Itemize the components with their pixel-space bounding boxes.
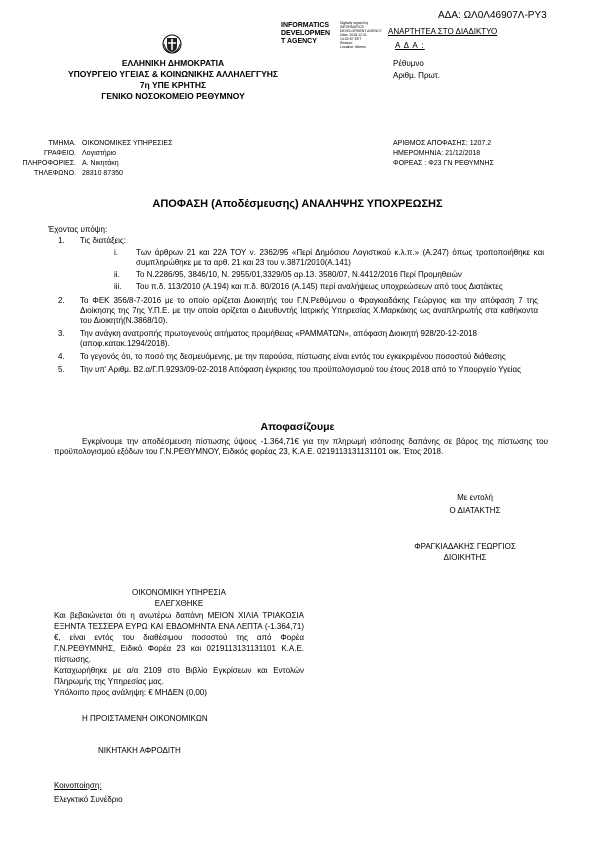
notify-label: Κοινοποίηση: (54, 781, 102, 790)
director-title: ΔΙΟΙΚΗΤΗΣ (443, 553, 487, 562)
signature-org-line: T AGENCY (281, 38, 317, 45)
list-item (58, 329, 538, 349)
signature-org-line: DEVELOPMEN (281, 30, 331, 37)
signature-detail-line: Date: 2018.12.21 (340, 33, 367, 37)
signature-detail-line: INFORMATICS (340, 25, 364, 29)
intro-text: Έχοντας υπόψη: (48, 225, 108, 234)
finance-paragraph: Καταχωρήθηκε με α/α 2109 στο Βιβλίο Εγκρίσεων και Εντολών Πληρωμής της Υπηρεσίας μας. (54, 666, 304, 686)
decision-body: Εγκρίνουμε την αποδέσμευση πίστωσης ύψους -1.364,71€ για την πληρωμή ισόποσης δαπάνης σε βάρος της πίστωσης του προϋπολογισμού εξόδων του Γ.Ν.ΡΕΘΥΜΝΟΥ, Ειδικός φορέας 23, Κ.Α.Ε. 0219113131131101 οικ. Έτος 2018. (54, 437, 548, 456)
sub-list (114, 248, 544, 292)
order-block (420, 491, 530, 517)
finance-balance: Υπόλοιπο προς ανάληψη: € ΜΗΔΕΝ (0,00) (54, 688, 207, 697)
contact-value: Λογιστήριο (82, 150, 117, 157)
hospital-name: ΓΕΝΙΚΟ ΝΟΣΟΚΟΜΕΙΟ ΡΕΘΥΜΝΟΥ (101, 91, 245, 101)
finance-checked: ΕΛΕΓΧΘΗΚΕ (154, 599, 204, 608)
protocol-number: Αριθμ. Πρωτ. (393, 71, 441, 80)
sub-item (114, 270, 544, 280)
item-number: 2. (58, 296, 65, 305)
sub-item-text: Το Ν.2286/95, 3846/10, Ν. 2955/01,3329/05 αρ.13. 3580/07, Ν.4412/2016 Περί Προμηθειών (136, 270, 462, 279)
document-title: ΑΠΟΦΑΣΗ (Αποδέσμευσης) ΑΝΑΛΗΨΗΣ ΥΠΟΧΡΕΩΣΗΣ (152, 198, 443, 210)
city: Ρέθυμνο (393, 59, 424, 68)
contact-info (0, 139, 240, 179)
item-text: Την υπ' Αριθμ. Β2.α/Γ.Π.9293/09-02-2018 Απόφαση έγκρισης του προϋπολογισμού του έτους 2018 από το Υπουργείο Υγείας (80, 365, 521, 374)
contact-key: ΤΜΗΜΑ. (48, 140, 76, 147)
sub-item-text: Του π.δ. 113/2010 (Α.194) και π.δ. 80/2016 (Α.145) περί αναλήψεως υποχρεώσεων από τους Διατάκτες (136, 282, 503, 291)
item-text: Την ανάγκη ανατροπής πρωτογενούς αιτήματος προμήθειας «ΡΑΜΜΑΤΩΝ», απόφαση Διοικητή 928/20-12-2018 (αποφ.κατακ.1294/2018). (80, 329, 477, 348)
sub-item-number: i. (114, 248, 118, 257)
finance-head-name: ΝΙΚΗΤΑΚΗ ΑΦΡΟΔΙΤΗ (98, 746, 181, 755)
ministry-name: ΥΠΟΥΡΓΕΙΟ ΥΓΕΙΑΣ & ΚΟΙΝΩΝΙΚΗΣ ΑΛΛΗΛΕΓΓΥΗΣ (67, 69, 279, 79)
finance-head-title: Η ΠΡΟΙΣΤΑΜΕΝΗ ΟΙΚΟΝΟΜΙΚΩΝ (82, 714, 208, 723)
sub-item (114, 248, 544, 268)
ada-number: ΑΔΑ: ΩΛ0Λ46907Λ-ΡΥ3 (438, 10, 547, 21)
place-protocol (393, 58, 440, 82)
decision-number: ΑΡΙΘΜΟΣ ΑΠΟΦΑΣΗΣ: 1207.2 (393, 140, 492, 147)
considerations (48, 225, 548, 375)
country-name: ΕΛΛΗΝΙΚΗ ΔΗΜΟΚΡΑΤΙΑ (121, 58, 225, 68)
director-name: ΦΡΑΓΚΙΑΔΑΚΗΣ ΓΕΩΡΓΙΟΣ (414, 542, 516, 551)
finance-header (54, 587, 304, 609)
contact-value: Α. Νικητάκη (82, 160, 119, 167)
decision-agency: ΦΟΡΕΑΣ : Φ23 ΓΝ ΡΕΘΥΜΝΗΣ (393, 160, 494, 167)
signature-detail-line: 14:02:57 EET (340, 37, 362, 41)
list-item (58, 352, 538, 362)
signature-detail-line: Digitally signed by (340, 21, 369, 25)
order-line: Με εντολή (457, 493, 493, 502)
list-item (58, 296, 538, 326)
item-text: Τις διατάξεις: (80, 236, 126, 245)
list-item (58, 236, 548, 246)
order-line: Ο ΔΙΑΤΑΚΤΗΣ (449, 506, 501, 515)
notify-recipient: Ελεγκτικό Συνέδριο (54, 795, 123, 804)
item-number: 1. (58, 236, 65, 245)
director-block (380, 541, 550, 563)
contact-value: ΟΙΚΟΝΟΜΙΚΕΣ ΥΠΗΡΕΣΙΕΣ (82, 140, 173, 147)
greek-coat-of-arms-icon (162, 34, 182, 54)
contact-key: ΤΗΛΕΦΩΝΟ. (34, 170, 76, 177)
post-online-note: ΑΝΑΡΤΗΤΕΑ ΣΤΟ ΔΙΑΔΙΚΤΥΟ (388, 27, 498, 36)
ada-mark: Α Δ Α : (395, 41, 425, 50)
contact-key: ΠΛΗΡΟΦΟΡΙΕΣ. (22, 160, 76, 167)
item-text: Το γεγονός ότι, το ποσό της δεσμευόμενης, με την παρούσα, πίστωσης είναι εντός του εγκεκριμένου ποσοστού διάθεσης (80, 352, 506, 361)
decision-date: ΗΜΕΡΟΜΗΝΙΑ: 21/12/2018 (393, 150, 481, 157)
decision-meta (393, 139, 494, 169)
sub-item-number: ii. (114, 270, 120, 279)
signature-detail-line: Location: Athens (340, 45, 366, 49)
signature-org (281, 22, 330, 46)
item-number: 3. (58, 329, 65, 338)
finance-certification (54, 610, 304, 698)
region-name: 7η ΥΠΕ ΚΡΗΤΗΣ (139, 80, 207, 90)
signature-detail-line: Reason: (340, 41, 354, 45)
finance-paragraph: Και βεβαιώνεται ότι η ανωτέρω δαπάνη ΜΕΙΟΝ ΧΙΛΙΑ ΤΡΙΑΚΟΣΙΑ ΕΞΗΝΤΑ ΤΕΣΣΕΡΑ ΕΥΡΩ ΚΑΙ ΕΒΔΟΜΗΝΤΑ ΕΝΑ ΛΕΠΤΑ (-1.364,71) €, είναι εντός του διαθέσιμου ποσοστού της από Φορέα Γ.Ν.ΡΕΘΥΜΝΗΣ, Ειδικό Φορέα 23 και 0219113131131101 Κ.Α.Ε. πίστωσης. (54, 611, 304, 664)
finance-service: ΟΙΚΟΝΟΜΙΚΗ ΥΠΗΡΕΣΙΑ (132, 588, 226, 597)
contact-value: 28310 87350 (82, 170, 123, 177)
signature-org-line: INFORMATICS (281, 22, 330, 29)
signature-details (340, 21, 388, 49)
list-item (58, 365, 538, 375)
item-text: Το ΦΕΚ 356/8-7-2016 με το οποίο ορίζεται Διοικητής του Γ.Ν.Ρεθύμνου ο Φραγκιαδάκης Γεώργιος και την απόφαση 7 της Διοίκησης της 7ης Υ.Π.Ε. με την οποία ορίζεται ο Διευθυντής Ιατρικής Υπηρεσίας Χ.Μαρκάκης ως αναπληρωτής στα καθήκοντα του Διοικητή(Ν.3868/10). (80, 296, 538, 325)
contact-key: ΓΡΑΦΕΙΟ. (43, 150, 76, 157)
sub-item (114, 282, 544, 292)
item-number: 5. (58, 365, 65, 374)
sub-item-text: Των άρθρων 21 και 22Α ΤΟΥ ν. 2362/95 «Περί Δημόσιου Λογιστικού κ.λ.π.» (Α.247) όπως τροποποιήθηκε και συμπληρώθηκε με τα αρθ. 21 και 23 του ν.3871/2010(Α.141) (136, 248, 544, 267)
decision-heading: Αποφασίζουμε (260, 421, 335, 433)
item-number: 4. (58, 352, 65, 361)
issuer-header (58, 58, 288, 102)
sub-item-number: iii. (114, 282, 122, 291)
signature-detail-line: DEVELOPMENT AGENCY (340, 29, 382, 33)
